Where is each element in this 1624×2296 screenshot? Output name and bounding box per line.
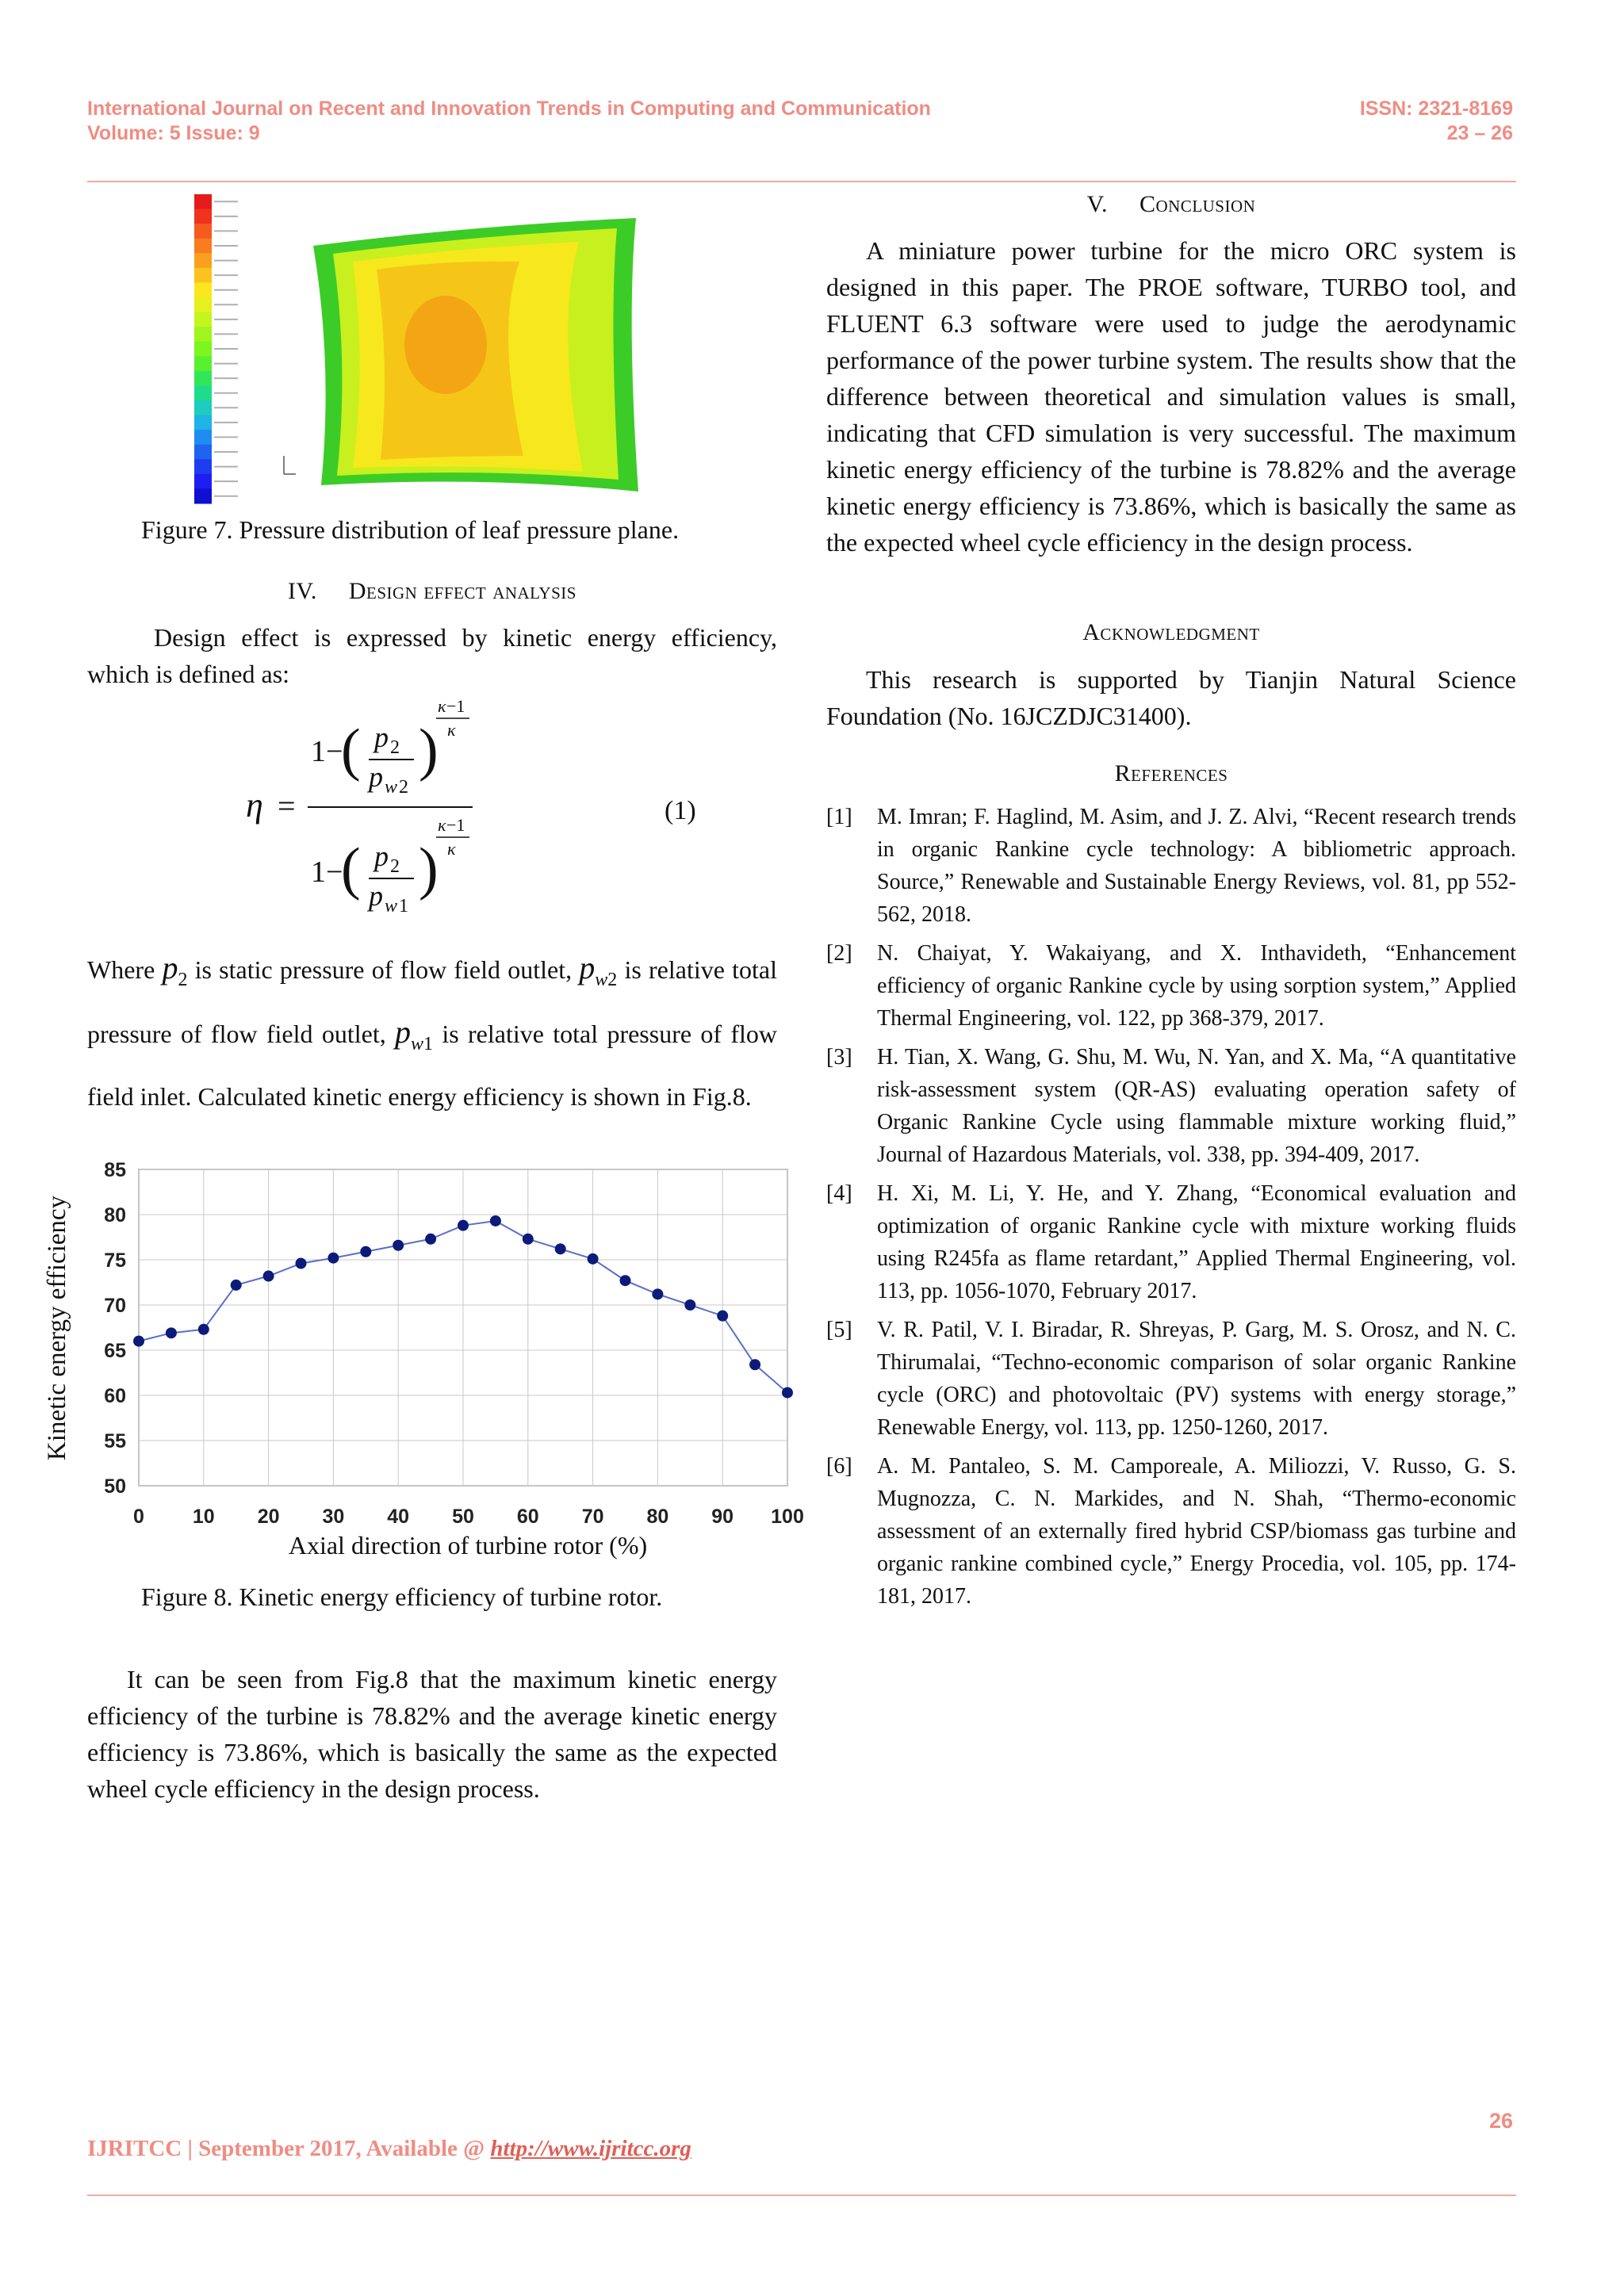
data-point (133, 1336, 144, 1347)
figure8-chart (32, 1142, 804, 1570)
svg-text:p: p (374, 721, 389, 753)
data-point (296, 1258, 307, 1269)
svg-text:): ) (419, 836, 439, 901)
y-tick-label: 80 (104, 1204, 126, 1226)
x-tick-label: 60 (516, 1506, 539, 1528)
section4-intro: Design effect is expressed by kinetic energy efficiency, which is defined as: (87, 623, 777, 688)
legend-swatch (194, 400, 212, 415)
svg-text:p: p (369, 880, 383, 912)
symbol-pw2: $p_{w2}$ (579, 950, 618, 990)
reference-text: N. Chaiyat, Y. Wakaiyang, and X. Inthavideth, “Enhancement efficiency of organic Rankine cycle by using sorption system,” Applied Thermal Engineering, vol. 122, pp 368-379, 2017. (877, 941, 1516, 1031)
legend-swatch (194, 385, 212, 400)
where-text-1: Where (87, 955, 155, 984)
svg-text:κ: κ (438, 696, 446, 716)
x-tick-label: 90 (711, 1506, 734, 1528)
figure7-color-legend (194, 194, 238, 504)
section4-heading (87, 573, 777, 610)
svg-text:(: ( (341, 718, 361, 783)
x-tick-label: 50 (452, 1506, 474, 1528)
data-point (231, 1280, 242, 1291)
data-point (198, 1324, 209, 1335)
data-point (588, 1253, 599, 1265)
legend-swatch (194, 415, 212, 430)
symbol-p2: $p_2$ (162, 950, 188, 990)
x-tick-label: 10 (192, 1506, 215, 1528)
svg-text:w: w (385, 896, 398, 916)
x-tick-label: 20 (257, 1506, 280, 1528)
equation-number: (1) (665, 796, 696, 825)
legend-swatch (194, 224, 212, 239)
data-point (782, 1387, 793, 1399)
x-axis-label: Axial direction of turbine rotor (%) (288, 1531, 648, 1559)
reference-text: V. R. Patil, V. I. Biradar, R. Shreyas, P. Garg, M. S. Orosz, and N. C. Thirumalai, “Techno-economic comparison of solar organic Rankine cycle (ORC) and photovoltaic (PV) systems with energy storage,” Renewable Energy, vol. 113, pp. 1250-1260, 2017. (877, 1318, 1516, 1440)
figure7-caption: Figure 7. Pressure distribution of leaf pressure plane. (141, 515, 680, 544)
journal-title: International Journal on Recent and Innovation Trends in Computing and Communication (87, 98, 931, 120)
conclusion-title: Conclusion (1139, 191, 1256, 217)
reference-number: [5] (826, 1318, 852, 1342)
reference-number: [6] (826, 1454, 852, 1479)
fig8-discussion-paragraph: It can be seen from Fig.8 that the maximum kinetic energy efficiency of the turbine is 78.82% and the average kinetic energy efficiency is 73.86%, which is basically the same as the expected wheel cycle efficiency in the design process. (87, 1665, 777, 1803)
reference-number: [2] (826, 941, 852, 966)
x-tick-label: 70 (581, 1506, 604, 1528)
section4-title: Design effect analysis (348, 578, 576, 604)
legend-swatch (194, 371, 212, 386)
y-tick-label: 55 (104, 1430, 126, 1452)
svg-text:2: 2 (390, 856, 400, 877)
data-point (490, 1215, 501, 1226)
data-point (263, 1271, 274, 1282)
acknowledgment-title: Acknowledgment (1082, 619, 1260, 645)
journal-issn: ISSN: 2321-8169 (1359, 98, 1513, 120)
x-tick-label: 40 (387, 1506, 410, 1528)
svg-text:κ: κ (438, 815, 446, 835)
svg-text:2: 2 (399, 777, 408, 798)
legend-swatch (194, 488, 212, 503)
svg-text:w: w (385, 777, 398, 798)
legend-swatch (194, 327, 212, 342)
footer-link[interactable]: http://www.ijritcc.org (490, 2136, 691, 2161)
journal-pages: 23 – 26 (1446, 122, 1513, 144)
data-point (620, 1275, 631, 1286)
figure7-pressure-contour (182, 190, 674, 507)
svg-text:−1: −1 (446, 696, 465, 716)
x-tick-label: 0 (133, 1506, 144, 1528)
data-point (360, 1246, 371, 1257)
x-tick-label: 30 (322, 1506, 345, 1528)
svg-text:κ: κ (447, 839, 456, 859)
reference-text: H. Xi, M. Li, Y. He, and Y. Zhang, “Economical evaluation and optimization of organic Rankine cycle with mixture working fluids using R245fa as flame retardant,” Applied Thermal Engineering, vol. 113, pp. 1056-1070, February 2017. (877, 1181, 1516, 1303)
data-point (652, 1288, 663, 1299)
data-point (458, 1220, 469, 1231)
axis-triad-icon (284, 456, 296, 474)
contour-core (404, 296, 487, 394)
legend-swatch (194, 209, 212, 224)
legend-swatch (194, 474, 212, 489)
reference-text: M. Imran; F. Haglind, M. Asim, and J. Z. Alvi, “Recent research trends in organic Rankine cycle technology: A bibliometric approach. Source,” Renewable and Sustainable Energy Reviews, vol. 81, pp 552-562, 2018. (877, 805, 1516, 927)
y-tick-label: 75 (104, 1249, 126, 1272)
svg-text:−1: −1 (446, 815, 465, 835)
footer-rule (87, 2195, 1516, 2196)
where-text-3: is relative total pressure of flow field outlet, (87, 955, 778, 1048)
data-point (684, 1299, 695, 1311)
svg-text:1−: 1− (311, 855, 343, 889)
legend-swatch (194, 253, 212, 268)
conclusion-body: A miniature power turbine for the micro ORC system is designed in this paper. The PROE software, TURBO tool, and FLUENT 6.3 software were used to judge the aerodynamic performance of the power turbine system. The results show that the difference between theoretical and simulation values is small, indicating that CFD simulation is very successful. The maximum kinetic energy efficiency of the turbine is 78.82% and the average kinetic energy efficiency is 73.86%, which is basically the same as the expected wheel cycle efficiency in the design process. (826, 236, 1516, 557)
eq-eta: η (246, 786, 263, 825)
data-point (327, 1253, 339, 1264)
y-tick-labels (104, 1159, 126, 1498)
legend-swatch (194, 239, 212, 254)
header-rule (87, 181, 1516, 182)
footer (87, 2136, 691, 2162)
y-tick-label: 70 (104, 1295, 126, 1317)
data-point (555, 1243, 566, 1254)
eq-equals: = (278, 788, 296, 824)
x-tick-labels (133, 1506, 804, 1528)
references-title: References (1114, 760, 1228, 786)
svg-text:p: p (374, 840, 389, 872)
data-point (393, 1240, 404, 1251)
svg-text:p: p (369, 761, 383, 793)
reference-number: [4] (826, 1181, 852, 1206)
journal-issn-block (1360, 97, 1513, 146)
reference-list (826, 801, 1516, 1619)
svg-text:κ: κ (447, 720, 456, 740)
svg-text:1−: 1− (311, 735, 343, 768)
y-tick-label: 50 (104, 1475, 126, 1498)
where-paragraph (87, 942, 777, 1123)
conclusion-heading (826, 186, 1516, 223)
legend-swatch (194, 312, 212, 327)
x-tick-label: 80 (646, 1506, 669, 1528)
reference-number: [3] (826, 1045, 852, 1070)
legend-swatch (194, 459, 212, 474)
y-tick-label: 65 (104, 1340, 126, 1362)
symbol-pw1: $p_{w1}$ (395, 1014, 434, 1054)
equation-1 (238, 698, 492, 928)
legend-swatch (194, 297, 212, 312)
acknowledgment-body: This research is supported by Tianjin Natural Science Foundation (No. 16JCZDJC31400). (826, 665, 1516, 730)
reference-item (826, 1177, 1516, 1307)
legend-swatch (194, 282, 212, 297)
reference-item (826, 1041, 1516, 1171)
section4-numeral: IV. (288, 578, 317, 604)
svg-text:2: 2 (390, 737, 400, 758)
reference-item (826, 801, 1516, 931)
reference-item (826, 1314, 1516, 1444)
legend-swatch (194, 194, 212, 209)
reference-item (826, 937, 1516, 1035)
svg-text:(: ( (341, 836, 361, 901)
x-tick-label: 100 (771, 1506, 804, 1528)
where-text-2: is static pressure of flow field outlet, (194, 955, 573, 984)
journal-volume: Volume: 5 Issue: 9 (87, 122, 260, 144)
conclusion-numeral: V. (1086, 191, 1108, 217)
legend-swatch (194, 445, 212, 460)
references-heading (826, 756, 1516, 792)
data-point (717, 1311, 728, 1322)
reference-number: [1] (826, 805, 852, 829)
page-number: 26 (1488, 2109, 1513, 2133)
data-point (523, 1234, 534, 1245)
svg-text:1: 1 (399, 896, 408, 916)
y-tick-label: 60 (104, 1385, 126, 1407)
where-text-4: is relative total pressure of flow field inlet. Calculated kinetic energy efficiency is shown in Fig.8. (87, 1020, 777, 1111)
legend-swatch (194, 430, 212, 445)
journal-header (87, 97, 931, 146)
reference-item (826, 1450, 1516, 1613)
reference-text: A. M. Pantaleo, S. M. Camporeale, A. Miliozzi, V. Russo, G. S. Mugnozza, C. N. Markides, and N. Shah, “Thermo-economic assessment of an externally fired hybrid CSP/biomass gas turbine and organic rankine combined cycle,” Energy Procedia, vol. 105, pp. 174-181, 2017. (877, 1454, 1516, 1609)
footer-text: IJRITCC | September 2017, Available @ (87, 2136, 485, 2161)
figure8-caption: Figure 8. Kinetic energy efficiency of turbine rotor. (141, 1582, 663, 1611)
y-axis-label: Kinetic energy efficiency (43, 1195, 71, 1461)
legend-swatch (194, 356, 212, 371)
data-point (749, 1359, 760, 1370)
data-point (425, 1234, 436, 1245)
data-point (166, 1327, 177, 1338)
y-tick-label: 85 (104, 1159, 126, 1181)
acknowledgment-heading (826, 614, 1516, 651)
svg-text:): ) (419, 718, 439, 783)
reference-text: H. Tian, X. Wang, G. Shu, M. Wu, N. Yan, and X. Ma, “A quantitative risk-assessment system (QR-AS) evaluating operation safety of Organic Rankine Cycle using flammable mixture working fluid,” Journal of Hazardous Materials, vol. 338, pp. 394-409, 2017. (877, 1045, 1516, 1167)
legend-swatch (194, 268, 212, 283)
legend-swatch (194, 342, 212, 357)
